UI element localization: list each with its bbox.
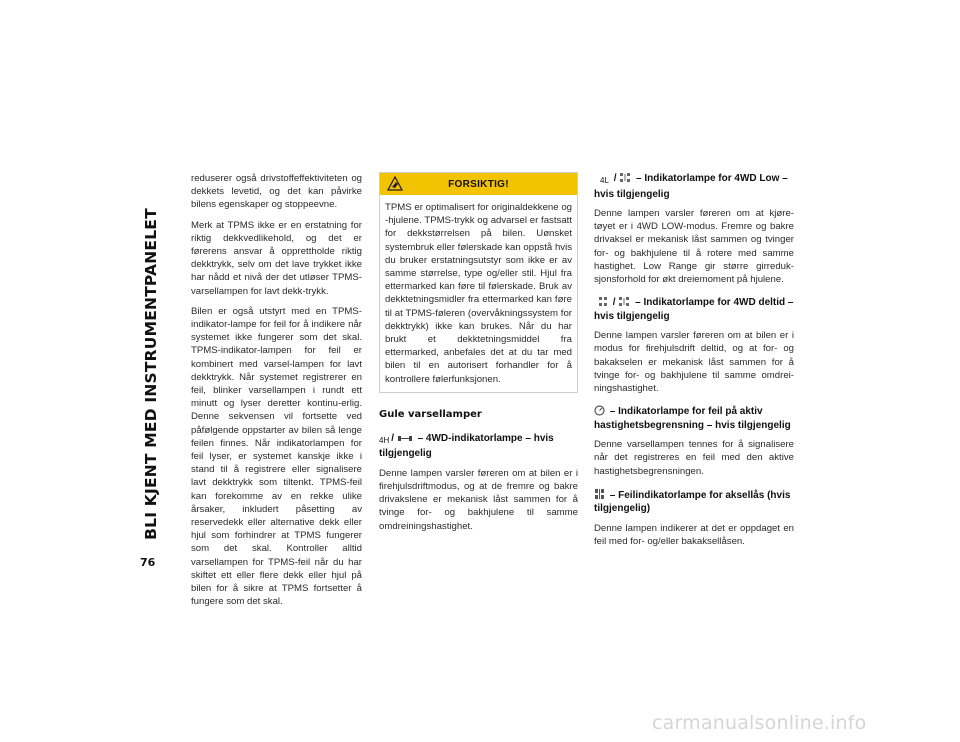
4wd-drivetrain-icon [397, 434, 413, 443]
caution-box [379, 172, 578, 393]
4h-lamp-icon: 4H [379, 435, 390, 445]
indicator-text: Denne lampen indikerer at det er oppdaget en feil med for- og/eller bakaksellåsen. [594, 522, 794, 548]
text-column-2 [379, 172, 578, 543]
indicator-title: – Indikatorlampe for 4WD Low – hvis tilgjengelig [594, 173, 788, 200]
speed-limiter-fault-icon [594, 405, 605, 416]
page-number: 76 [140, 556, 156, 569]
4wd-part-time-icon [598, 296, 608, 307]
axle-lock-fault-icon [594, 488, 605, 500]
indicator-heading [594, 172, 794, 201]
4wd-part-time-drivetrain-icon [618, 296, 630, 307]
indicator-title: – Indikatorlampe for 4WD deltid – hvis tilgjengelig [594, 297, 794, 322]
paragraph: Bilen er også utstyrt med en TPMS-indikator-lampe for feil for å indikere når systemet ikke fungerer som det skal. TPMS-indikator-lampen for feil er kombinert med varsel-lampen for lavt dekktrykk. Når systemet registrerer en feil, blinker varsellampen i rundt ett minutt og lyser deretter kontinu-erlig. Denne sekvensen vil fortsette ved påfølgende oppstarter av bilen så lenge feilen finnes. Når indikatorlampen for feil lyser, er systemet kanskje ikke i stand til å registrere eller signalisere lavt dekktrykk som tiltenkt. TPMS-feil kan forekomme av en rekke ulike årsaker, inkludert påsetting av reservedekk eller alternative dekk eller hjul som forhindrer at TPMS fungerer som det skal. Kontroller alltid varsellampen for TPMS-feil når du har skiftet ett eller flere dekk eller hjul på bilen for å sikre at TPMS fortsetter å fungere som det skal. [191, 305, 362, 608]
watermark: carmanualsonline.info [652, 712, 867, 734]
indicator-title: – Feilindikatorlampe for aksellås (hvis tilgjengelig) [594, 489, 791, 515]
chapter-title [138, 168, 164, 580]
indicator-heading [594, 296, 794, 323]
paragraph: reduserer også drivstoffeffektiviteten og dekkets levetid, og det kan påvirke bilens egenskaper og stoppeevne. [191, 173, 362, 211]
caution-title: FORSIKTIG! [448, 178, 509, 190]
indicator-speed-limiter-fault [594, 405, 794, 478]
caution-text: TPMS er optimalisert for originaldekkene og -hjulene. TPMS-trykk og advarsel er fastsatt for dekkstørrelsen på bilen. Uønsket systembruk eller følerskade kan oppstå hvis du bruker erstatningsutstyr som ikke er av samme størrelse, type og/eller stil. Hjul fra ettermarked kan føre til følerskade. Bruk av dekktetningsmidler fra ettermarked kan føre til at TPMS-føleren (overvåkningssystem for dekktrykk) ikke kan brukes. Når du har brukt et dekktetningsmiddel fra ettermarked, anbefales det at du tar med bilen til en autorisert forhandler for å kontrollere følerfunksjonen. [385, 202, 572, 385]
indicator-4wd-low [594, 172, 794, 286]
indicator-4wd [379, 432, 578, 533]
text-column-1 [191, 172, 362, 616]
slash-separator: / [391, 432, 397, 444]
indicator-text: Denne lampen varsler føreren om at kjøre-tøyet er i 4WD LOW-modus. Fremre og bakre drivaksel er mekanisk låst sammen og tvinger for- og bakhjulene til å rotere med samme hastighet. Low Range gir større girreduk-sjonsforhold for økt dreiemoment på hjulene. [594, 208, 794, 286]
paragraph: Merk at TPMS ikke er en erstatning for riktig dekkvedlikehold, og det er førerens ansvar å opprettholde riktig dekktrykk, selv om det lave trykket ikke har nådd et nivå der det utløser TPMS-varsellampen for lavt dekk-trykk. [191, 219, 362, 297]
indicator-title: – 4WD-indikatorlampe – hvis tilgjengelig [379, 432, 554, 460]
4l-lamp-icon: 4L [600, 176, 609, 185]
indicator-axle-lock-fault [594, 488, 794, 548]
chapter-title-text: BLI KJENT MED INSTRUMENTPANELET [142, 208, 161, 540]
indicator-text: Denne varsellampen tennes for å signalisere når det registreres en feil med den aktive hastighetsbegrensningen. [594, 439, 794, 477]
text-column-3 [594, 172, 794, 558]
indicator-text: Denne lampen varsler føreren om at bilen er i modus for firehjulsdrift deltid, og at for- og bakakselen er mekanisk låst sammen for å tvinge for- og bakhjulene til samme omdrei-ningshastighet. [594, 330, 794, 395]
indicator-heading [379, 432, 578, 461]
caution-header [380, 173, 577, 195]
indicator-4wd-part-time [594, 296, 794, 395]
section-heading: Gule varsellamper [379, 408, 482, 420]
indicator-text: Denne lampen varsler føreren om at bilen er i firehjulsdriftmodus, og at de fremre og bakre drivakslene er mekanisk låst sammen for å tvinge for- og bakhjulene til samme omdreiningshastighet. [379, 467, 578, 532]
indicator-heading [594, 488, 794, 516]
slash-separator: / [612, 297, 619, 309]
slash-separator: / [613, 173, 620, 184]
indicator-title: – Indikatorlampe for feil på aktiv hastighetsbegrensning – hvis tilgjengelig [594, 406, 791, 431]
warning-triangle-icon [387, 176, 403, 191]
indicator-heading [594, 405, 794, 432]
4wd-low-drivetrain-icon [619, 172, 631, 183]
